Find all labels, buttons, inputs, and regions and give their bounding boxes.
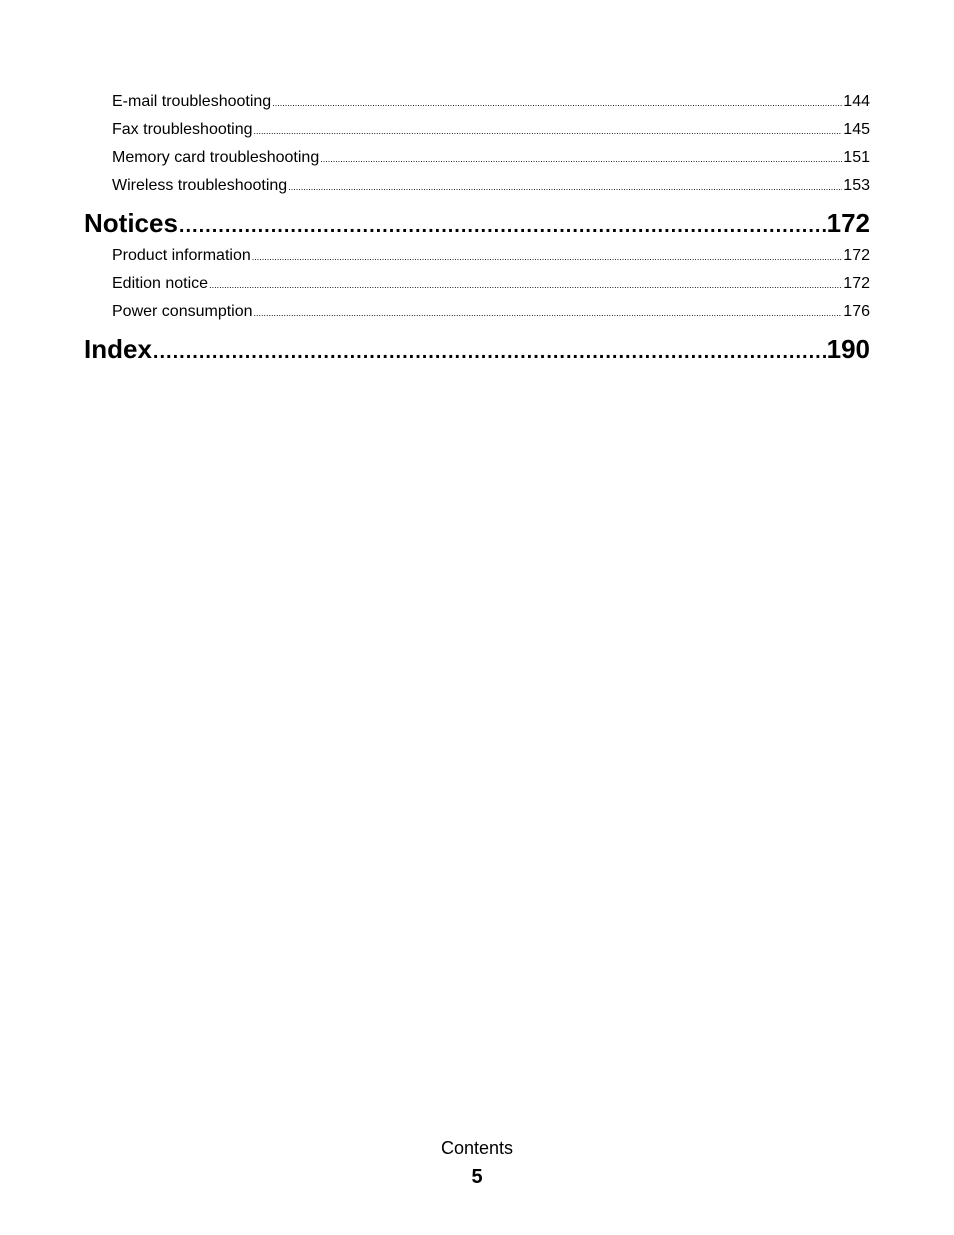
toc-entry-title: Memory card troubleshooting: [112, 149, 320, 166]
toc-entry-fax-troubleshooting[interactable]: [112, 116, 870, 144]
toc-entry-title: E-mail troubleshooting: [112, 93, 272, 110]
toc-entry-title: Product information: [112, 247, 251, 264]
dot-leader: [254, 117, 843, 145]
toc-chapter-title: Index: [84, 334, 152, 364]
table-of-contents: [84, 88, 870, 368]
toc-entry-page: 172: [843, 275, 870, 292]
toc-entry-title: Power consumption: [112, 303, 253, 320]
toc-entry-page: 153: [843, 177, 870, 194]
toc-entry-email-troubleshooting[interactable]: [112, 88, 870, 116]
footer-page-number: 5: [471, 1166, 483, 1188]
toc-entry-page: 144: [843, 93, 870, 110]
dot-leader: [153, 333, 826, 371]
toc-entry-page: 145: [843, 121, 870, 138]
toc-chapter-page: 172: [826, 208, 870, 238]
toc-chapter-page: 190: [826, 334, 870, 364]
dot-leader: [252, 243, 843, 271]
toc-entry-title: Edition notice: [112, 275, 209, 292]
dot-leader: [179, 207, 826, 245]
dot-leader: [209, 271, 842, 299]
toc-entry-edition-notice[interactable]: [112, 270, 870, 298]
toc-entry-title: Wireless troubleshooting: [112, 177, 288, 194]
dot-leader: [288, 173, 842, 201]
dot-leader: [320, 145, 842, 173]
toc-entry-memory-card-troubleshooting[interactable]: [112, 144, 870, 172]
toc-entry-page: 172: [843, 247, 870, 264]
toc-entry-page: 176: [843, 303, 870, 320]
toc-entry-product-information[interactable]: [112, 242, 870, 270]
toc-chapter-notices[interactable]: [84, 204, 870, 242]
toc-entry-title: Fax troubleshooting: [112, 121, 253, 138]
toc-chapter-index[interactable]: [84, 330, 870, 368]
toc-entry-page: 151: [843, 149, 870, 166]
toc-entry-wireless-troubleshooting[interactable]: [112, 172, 870, 200]
toc-entry-power-consumption[interactable]: [112, 298, 870, 326]
dot-leader: [254, 299, 843, 327]
toc-chapter-title: Notices: [84, 208, 178, 238]
dot-leader: [272, 89, 842, 117]
footer-section-label: Contents: [440, 1138, 514, 1158]
